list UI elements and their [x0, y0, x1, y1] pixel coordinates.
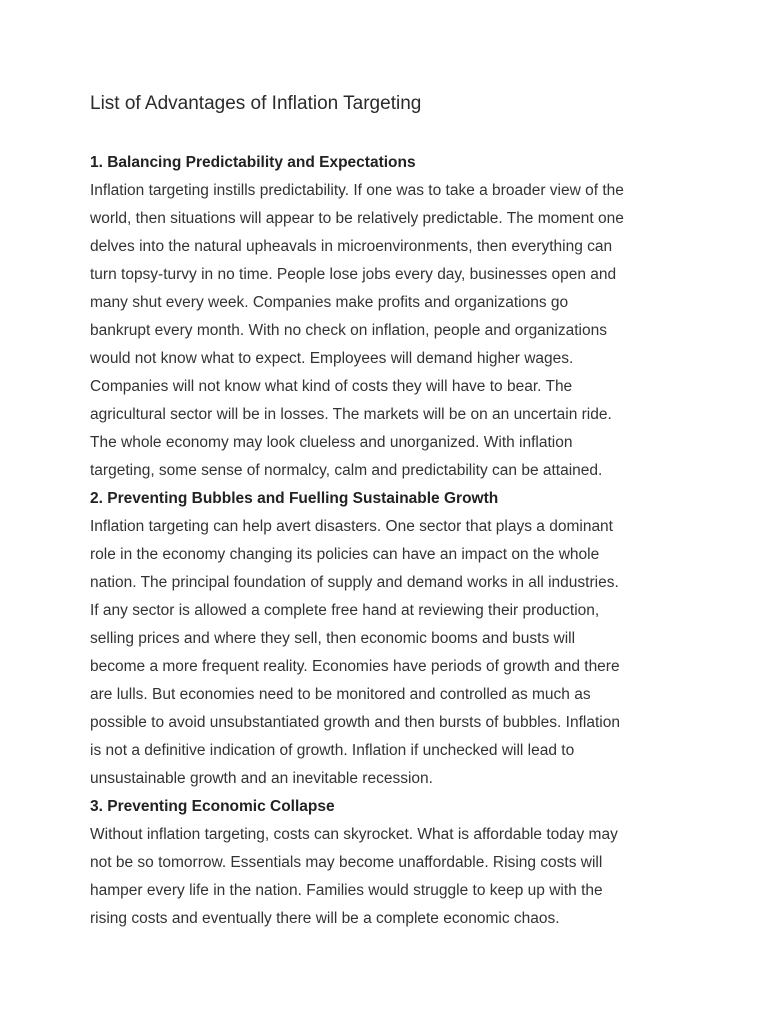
text-line: is not a definitive indication of growth. Inflation if unchecked will lead to: [90, 742, 575, 759]
text-line: hamper every life in the nation. Families would struggle to keep up with the: [90, 882, 603, 899]
section-preventing-collapse: [90, 793, 690, 933]
text-line: bankrupt every month. With no check on inflation, people and organizations: [90, 322, 607, 339]
text-line: selling prices and where they sell, then economic booms and busts will: [90, 630, 576, 647]
text-line: many shut every week. Companies make profits and organizations go: [90, 294, 569, 311]
text-line: Inflation targeting instills predictability. If one was to take a broader view of the: [90, 182, 624, 199]
section-body: [90, 177, 690, 485]
text-line: The whole economy may look clueless and unorganized. With inflation: [90, 434, 573, 451]
section-heading: 1. Balancing Predictability and Expectations: [90, 154, 416, 171]
text-line: possible to avoid unsubstantiated growth and then bursts of bubbles. Inflation: [90, 714, 620, 731]
section-balancing-predictability: [90, 149, 690, 485]
text-line: turn topsy-turvy in no time. People lose jobs every day, businesses open and: [90, 266, 617, 283]
text-line: not be so tomorrow. Essentials may become unaffordable. Rising costs will: [90, 854, 603, 871]
document-page: [90, 86, 690, 933]
text-line: would not know what to expect. Employees will demand higher wages.: [90, 350, 574, 367]
text-line: rising costs and eventually there will be a complete economic chaos.: [90, 910, 560, 927]
text-line: nation. The principal foundation of supply and demand works in all industries.: [90, 574, 619, 591]
text-line: role in the economy changing its policies can have an impact on the whole: [90, 546, 600, 563]
text-line: Companies will not know what kind of costs they will have to bear. The: [90, 378, 573, 395]
section-body: [90, 513, 690, 793]
section-preventing-bubbles: [90, 485, 690, 793]
section-heading: 2. Preventing Bubbles and Fuelling Sustainable Growth: [90, 490, 499, 507]
section-heading: 3. Preventing Economic Collapse: [90, 798, 335, 815]
text-line: targeting, some sense of normalcy, calm and predictability can be attained.: [90, 462, 603, 479]
text-line: world, then situations will appear to be relatively predictable. The moment one: [90, 210, 624, 227]
document-title: List of Advantages of Inflation Targeting: [90, 93, 422, 114]
text-line: Without inflation targeting, costs can skyrocket. What is affordable today may: [90, 826, 618, 843]
text-line: agricultural sector will be in losses. The markets will be on an uncertain ride.: [90, 406, 612, 423]
text-line: If any sector is allowed a complete free hand at reviewing their production,: [90, 602, 600, 619]
text-line: Inflation targeting can help avert disasters. One sector that plays a dominant: [90, 518, 613, 535]
text-line: unsustainable growth and an inevitable recession.: [90, 770, 433, 787]
text-line: delves into the natural upheavals in microenvironments, then everything can: [90, 238, 613, 255]
section-body: [90, 821, 690, 933]
text-line: are lulls. But economies need to be monitored and controlled as much as: [90, 686, 591, 703]
text-line: become a more frequent reality. Economies have periods of growth and there: [90, 658, 620, 675]
